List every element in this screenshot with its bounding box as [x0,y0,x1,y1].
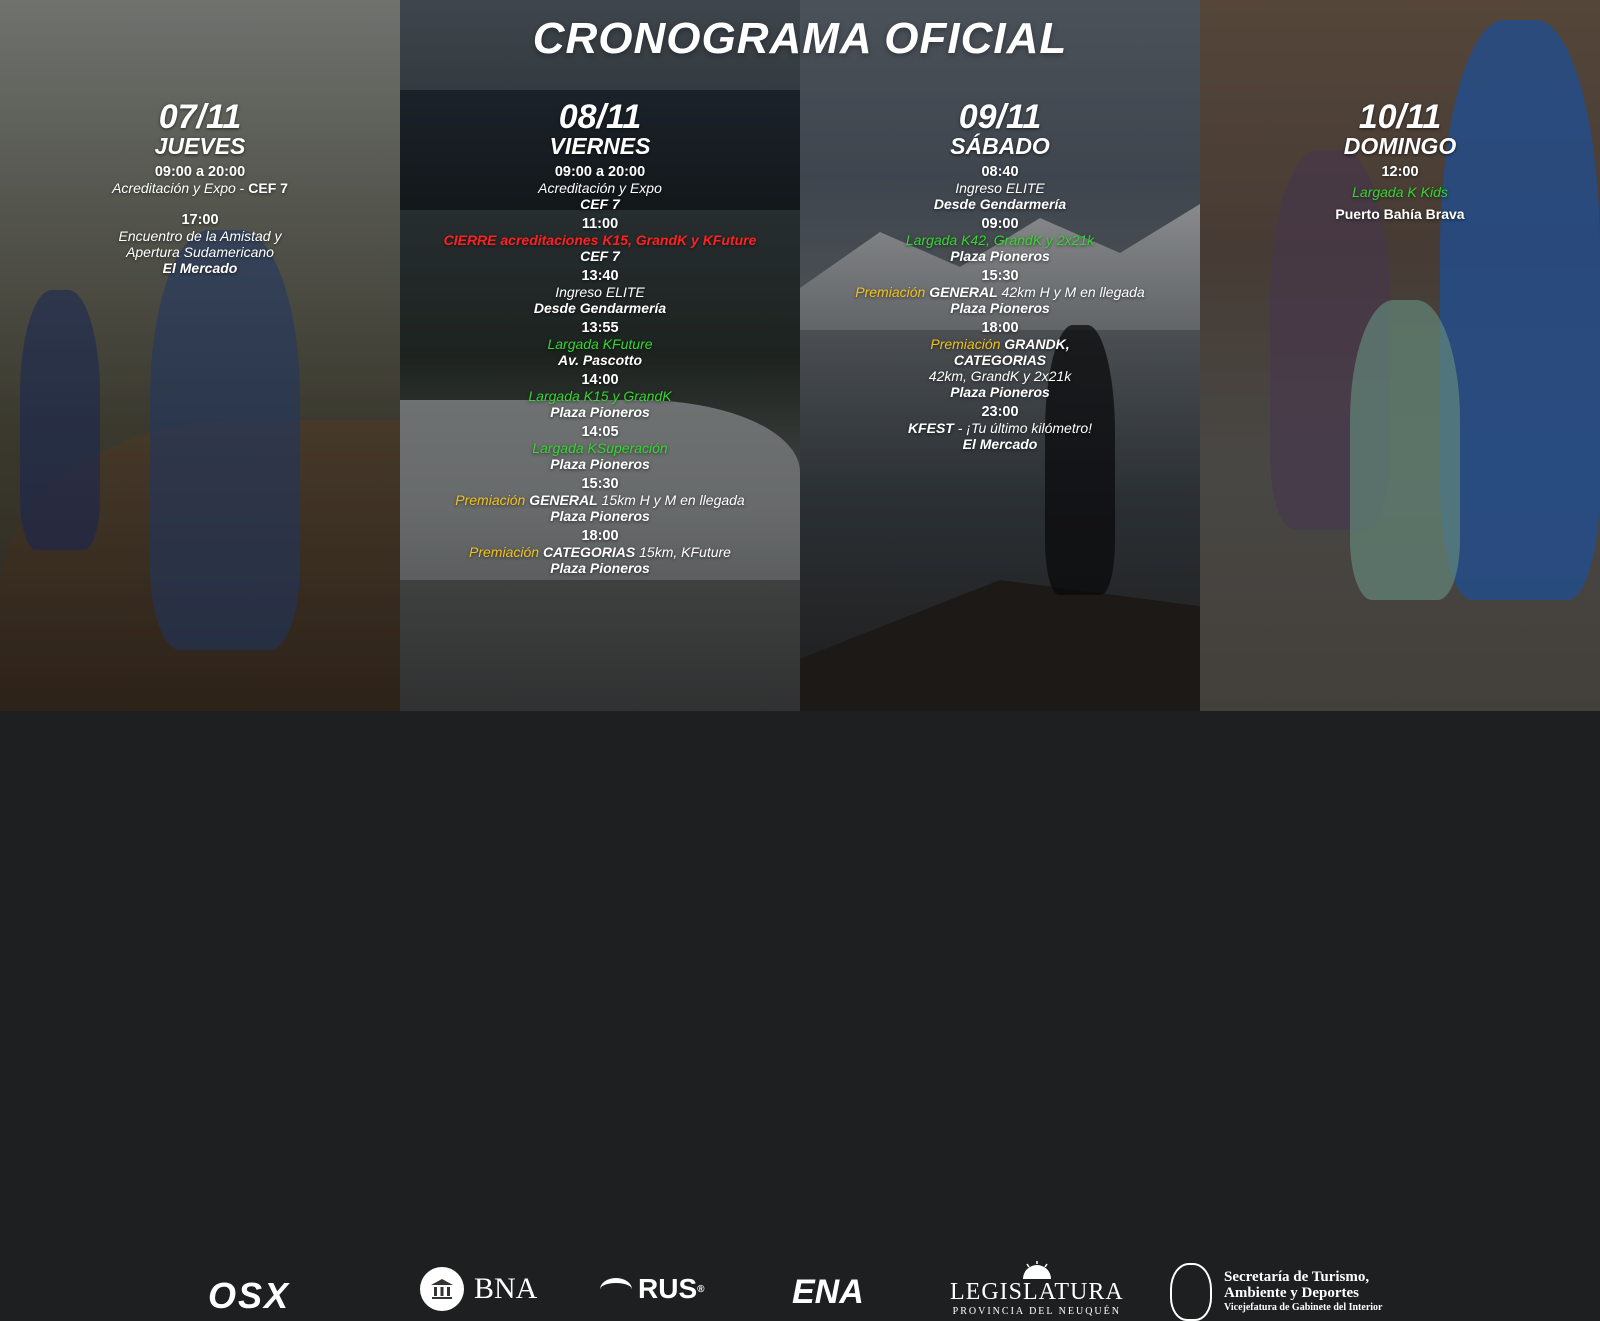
schedule-event [400,476,800,524]
schedule-event [400,424,800,472]
event-time: 12:00 [1381,164,1419,180]
event-desc-start: Largada KFuture [547,336,653,352]
schedule-event [800,216,1200,264]
day-date: 08/11 [558,98,642,136]
event-desc: Ingreso ELITE [955,180,1045,196]
schedule-event [400,528,800,576]
event-desc-rest: 42km, GrandK y 2x21k [928,368,1072,384]
event-desc-line: Apertura Sudamericano [126,244,274,260]
event-place: Puerto Bahía Brava [1335,206,1465,222]
event-place: El Mercado [162,260,238,276]
event-place: Desde Gendarmería [533,300,667,316]
event-time: 13:55 [581,320,619,336]
sponsor-rus-text: RUS [638,1273,698,1304]
sponsor-bna-text: BNA [474,1272,538,1305]
event-time: 17:00 [181,212,219,228]
event-desc-bold: KFEST [907,420,954,436]
event-desc-award: Premiación [855,284,926,300]
event-time: 09:00 a 20:00 [154,164,246,180]
event-desc-line: Encuentro de la Amistad y [118,228,282,244]
event-time: 08:40 [981,164,1019,180]
sponsor-ena-logo: ENA [792,1273,864,1311]
event-desc-bold: GENERAL [529,492,598,508]
page-title: CRONOGRAMA OFICIAL [532,14,1068,63]
event-time: 14:05 [581,424,619,440]
sponsor-secretaria-line: Ambiente y Deportes [1224,1285,1359,1301]
event-place: Plaza Pioneros [950,300,1050,316]
event-desc-rest: 42km H y M en llegada [1001,284,1145,300]
event-place: Plaza Pioneros [550,560,650,576]
schedule-event [800,320,1200,400]
event-desc-bold: CATEGORIAS [542,544,636,560]
event-place: Plaza Pioneros [950,384,1050,400]
schedule-event [400,216,800,264]
sponsor-legislatura-logo [950,1261,1124,1317]
event-desc-rest: 15km H y M en llegada [601,492,745,508]
sponsor-secretaria-subline: Vicejefatura de Gabinete del Interior [1224,1302,1383,1313]
sponsor-osx-logo: OSX [208,1275,291,1316]
day-column-sunday [1200,100,1600,222]
day-date: 09/11 [958,98,1042,136]
registered-mark: ® [697,1283,705,1295]
event-desc: Ingreso ELITE [555,284,645,300]
event-time: 18:00 [981,320,1019,336]
schedule-event [400,268,800,316]
day-name: JUEVES [154,133,246,159]
event-desc-rest: ¡Tu último kilómetro! [966,420,1093,436]
event-time: 14:00 [581,372,619,388]
event-desc-alert: CIERRE acreditaciones K15, GrandK y KFuture [443,232,757,248]
provincial-seal-icon [1170,1263,1212,1321]
event-desc-start: Largada KSuperación [532,440,668,456]
event-desc-start: Largada K Kids [1352,184,1448,200]
sponsor-rus-logo [600,1273,705,1305]
sponsor-legislatura-subtext: PROVINCIA DEL NEUQUÉN [952,1306,1121,1317]
event-separator: - [953,420,967,436]
day-name: VIERNES [549,133,651,159]
schedule-event [800,268,1200,316]
event-desc-bold: GENERAL [929,284,998,300]
schedule-event [400,164,800,212]
event-desc-start: Largada K15 y GrandK [528,388,672,404]
sun-emblem-icon [1017,1261,1057,1279]
day-name: SÁBADO [950,133,1050,159]
event-time: 15:30 [981,268,1019,284]
schedule-event [0,164,400,196]
event-desc-rest: 15km, KFuture [639,544,731,560]
event-separator: - [235,180,249,196]
schedule-event [800,404,1200,452]
sponsor-secretaria-line: Secretaría de Turismo, [1224,1269,1370,1285]
sponsor-secretaria-logo [1170,1263,1382,1321]
event-desc-bold: GRANDK, [1004,336,1070,352]
sponsor-legislatura-text: LEGISLATURA [950,1279,1124,1305]
event-desc-award: Premiación [930,336,1001,352]
bank-building-icon [420,1267,464,1311]
event-desc-award: Premiación [455,492,526,508]
schedule-event [1200,164,1600,222]
day-column-thursday [0,100,400,276]
event-desc: Acreditación y Expo [538,180,662,196]
event-desc-award: Premiación [469,544,540,560]
event-place: Plaza Pioneros [550,508,650,524]
day-column-saturday [800,100,1200,452]
sponsor-bna-logo [420,1267,537,1311]
event-place: Plaza Pioneros [950,248,1050,264]
schedule-event [800,164,1200,212]
schedule-event [0,212,400,276]
schedule-event [400,372,800,420]
event-time: 23:00 [981,404,1019,420]
event-desc-bold: CATEGORIAS [953,352,1047,368]
event-place: Av. Pascotto [557,352,643,368]
event-desc-start: Largada K42, GrandK y 2x21k [905,232,1095,248]
event-time: 09:00 a 20:00 [554,164,646,180]
event-time: 18:00 [581,528,619,544]
rus-swoosh-icon [600,1278,632,1301]
event-place: Desde Gendarmería [933,196,1067,212]
day-date: 07/11 [158,98,242,136]
event-place: El Mercado [962,436,1038,452]
event-time: 15:30 [581,476,619,492]
event-place: CEF 7 [580,196,620,212]
event-time: 11:00 [581,216,619,232]
day-column-friday [400,100,800,576]
event-place: Plaza Pioneros [550,456,650,472]
schedule-event [400,320,800,368]
day-date: 10/11 [1358,98,1442,136]
sponsor-bar [0,631,1600,1317]
event-desc: Acreditación y Expo [112,180,236,196]
event-place: CEF 7 [248,180,288,196]
day-name: DOMINGO [1343,133,1457,159]
event-time: 13:40 [581,268,619,284]
event-time: 09:00 [981,216,1019,232]
event-place: CEF 7 [580,248,620,264]
event-place: Plaza Pioneros [550,404,650,420]
